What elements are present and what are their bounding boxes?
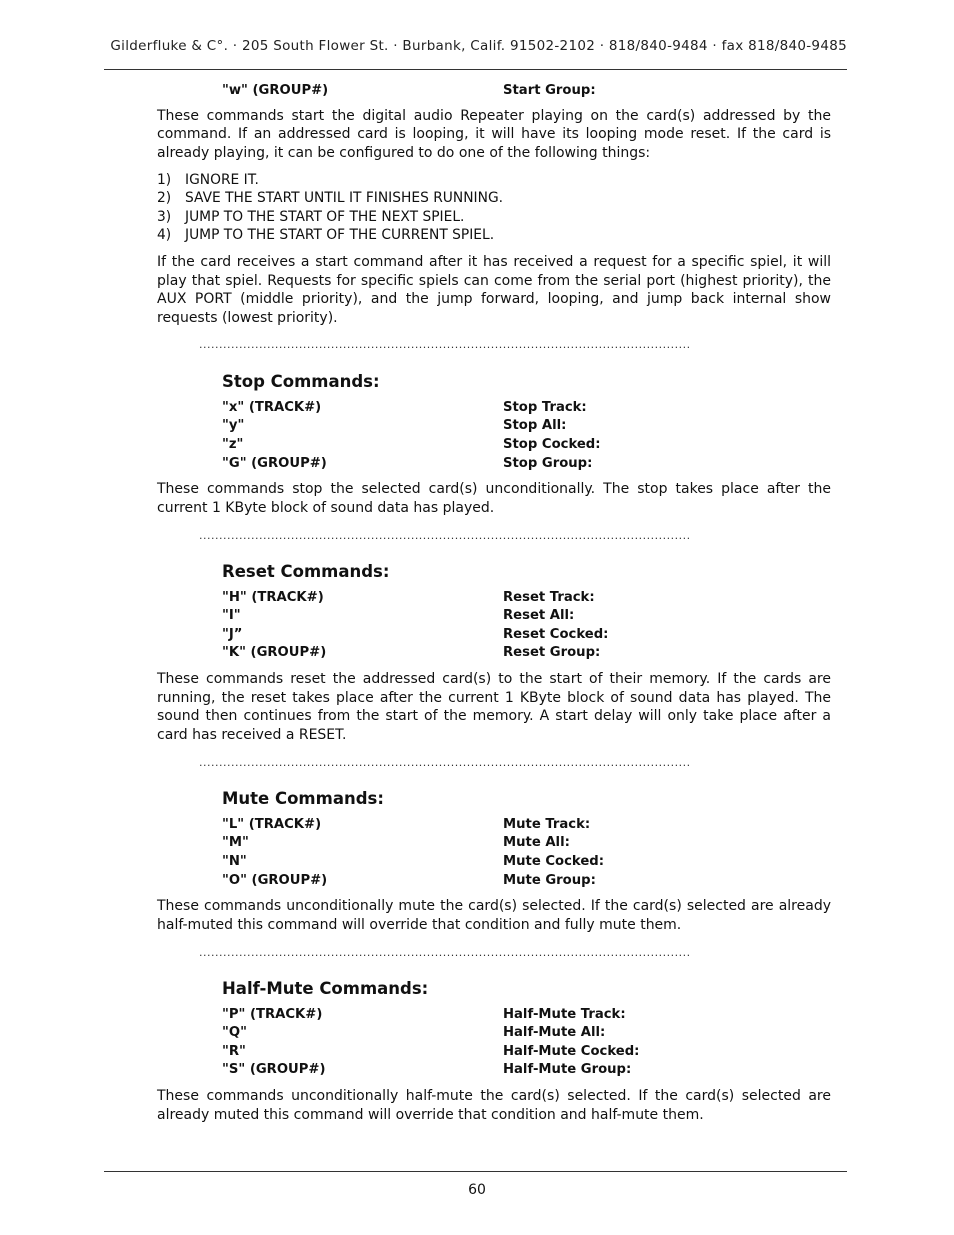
dotted-separator: ........................................................................................................................... — [199, 755, 691, 769]
command-code: "N" — [222, 854, 247, 870]
list-number: 1) — [157, 171, 172, 188]
reset-commands — [157, 589, 831, 663]
command-code: "R" — [222, 1043, 246, 1059]
command-code: "w" (GROUP#) — [222, 83, 329, 98]
command-description: Reset Group: — [503, 645, 601, 661]
command-row — [157, 644, 831, 663]
page-number: 60 — [468, 1182, 486, 1198]
command-description: Stop Track: — [503, 399, 587, 415]
command-code: "M" — [222, 835, 249, 851]
command-description: Mute All: — [503, 835, 570, 851]
half-mute-commands — [157, 1006, 831, 1080]
command-row — [157, 626, 831, 645]
command-code: "J” — [222, 626, 243, 642]
command-code: "G" (GROUP#) — [222, 455, 327, 471]
command-row — [157, 82, 831, 101]
command-code: "x" (TRACK#) — [222, 399, 322, 415]
command-code: "O" (GROUP#) — [222, 872, 328, 888]
command-description: Mute Group: — [503, 872, 596, 888]
start-paragraph-2: If the card receives a start command after it has received a request for a specific spiel, it will play that spiel. Requests for specific spiels can come from the serial port (highest priority), the AUX PORT (middle priority), and the jump forward, looping, and jump back internal show requests (lowest priority). — [157, 254, 831, 327]
command-description: Half-Mute Group: — [503, 1062, 632, 1078]
command-code: "z" — [222, 437, 244, 453]
footer-rule — [104, 1171, 847, 1172]
reset-paragraph: These commands reset the addressed card(s) to the start of their memory. If the cards are running, the reset takes place after the current 1 KByte block of sound data has played. The sound then continues from the start of the memory. A start delay will only take place after a card has received a RESET. — [157, 671, 831, 744]
command-description: Stop Group: — [503, 455, 593, 471]
list-text: SAVE THE START UNTIL IT FINISHES RUNNING. — [185, 190, 504, 207]
start-commands — [157, 82, 831, 101]
list-item — [157, 171, 831, 190]
start-paragraph: These commands start the digital audio Repeater playing on the card(s) addressed by the command. If an addressed card is looping, it will have its looping mode reset. If the card is already playing, it can be configured to do one of the following things: — [157, 107, 831, 161]
list-text: JUMP TO THE START OF THE NEXT SPIEL. — [185, 208, 465, 225]
list-text: IGNORE IT. — [185, 171, 259, 188]
command-row — [157, 1006, 831, 1025]
section-title-reset: Reset Commands: — [222, 561, 390, 581]
command-row — [157, 607, 831, 626]
list-number: 2) — [157, 190, 172, 207]
command-description: Reset Cocked: — [503, 626, 609, 642]
section-title-stop: Stop Commands: — [222, 371, 380, 391]
command-row — [157, 834, 831, 853]
command-row — [157, 455, 831, 474]
command-code: "P" (TRACK#) — [222, 1006, 323, 1022]
command-row — [157, 1061, 831, 1080]
command-code: "L" (TRACK#) — [222, 816, 322, 832]
dotted-separator: ........................................................................................................................... — [199, 337, 691, 351]
command-code: "I" — [222, 608, 241, 624]
page-header: Gilderfluke & C°. · 205 South Flower St. · Burbank, Calif. 91502-2102 · 818/840-9484 · fax 818/840-9485 — [110, 38, 847, 54]
command-description: Half-Mute Track: — [503, 1006, 626, 1022]
command-description: Start Group: — [503, 83, 596, 98]
command-description: Mute Cocked: — [503, 854, 604, 870]
command-row — [157, 417, 831, 436]
command-description: Reset Track: — [503, 589, 595, 605]
command-row — [157, 1043, 831, 1062]
command-row — [157, 816, 831, 835]
start-options-list — [157, 171, 831, 245]
command-row — [157, 1024, 831, 1043]
header-rule — [104, 69, 847, 70]
list-text: JUMP TO THE START OF THE CURRENT SPIEL. — [185, 227, 495, 244]
half-mute-paragraph: These commands unconditionally half-mute the card(s) selected. If the card(s) selected are already muted this command will override that condition and half-mute them. — [157, 1088, 831, 1123]
command-code: "H" (TRACK#) — [222, 589, 324, 605]
command-description: Stop All: — [503, 418, 567, 434]
dotted-separator: ........................................................................................................................... — [199, 528, 691, 542]
command-row — [157, 853, 831, 872]
command-description: Stop Cocked: — [503, 437, 601, 453]
list-number: 4) — [157, 227, 172, 244]
mute-paragraph: These commands unconditionally mute the card(s) selected. If the card(s) selected are already half-muted this command will override that condition and fully mute them. — [157, 898, 831, 933]
command-row — [157, 436, 831, 455]
mute-commands — [157, 816, 831, 890]
list-number: 3) — [157, 208, 172, 225]
section-title-half-mute: Half-Mute Commands: — [222, 978, 429, 998]
command-description: Reset All: — [503, 608, 575, 624]
command-code: "y" — [222, 418, 245, 434]
command-row — [157, 872, 831, 891]
list-item — [157, 189, 831, 208]
command-description: Mute Track: — [503, 816, 591, 832]
list-item — [157, 226, 831, 245]
section-title-mute: Mute Commands: — [222, 788, 384, 808]
stop-paragraph: These commands stop the selected card(s) unconditionally. The stop takes place after the current 1 KByte block of sound data has played. — [157, 481, 831, 516]
page-content — [157, 82, 831, 1124]
stop-commands — [157, 399, 831, 473]
command-code: "K" (GROUP#) — [222, 645, 327, 661]
command-row — [157, 399, 831, 418]
command-code: "S" (GROUP#) — [222, 1062, 326, 1078]
command-description: Half-Mute Cocked: — [503, 1043, 640, 1059]
command-row — [157, 589, 831, 608]
dotted-separator: ........................................................................................................................... — [199, 945, 691, 959]
command-description: Half-Mute All: — [503, 1025, 606, 1041]
list-item — [157, 208, 831, 227]
command-code: "Q" — [222, 1025, 247, 1041]
